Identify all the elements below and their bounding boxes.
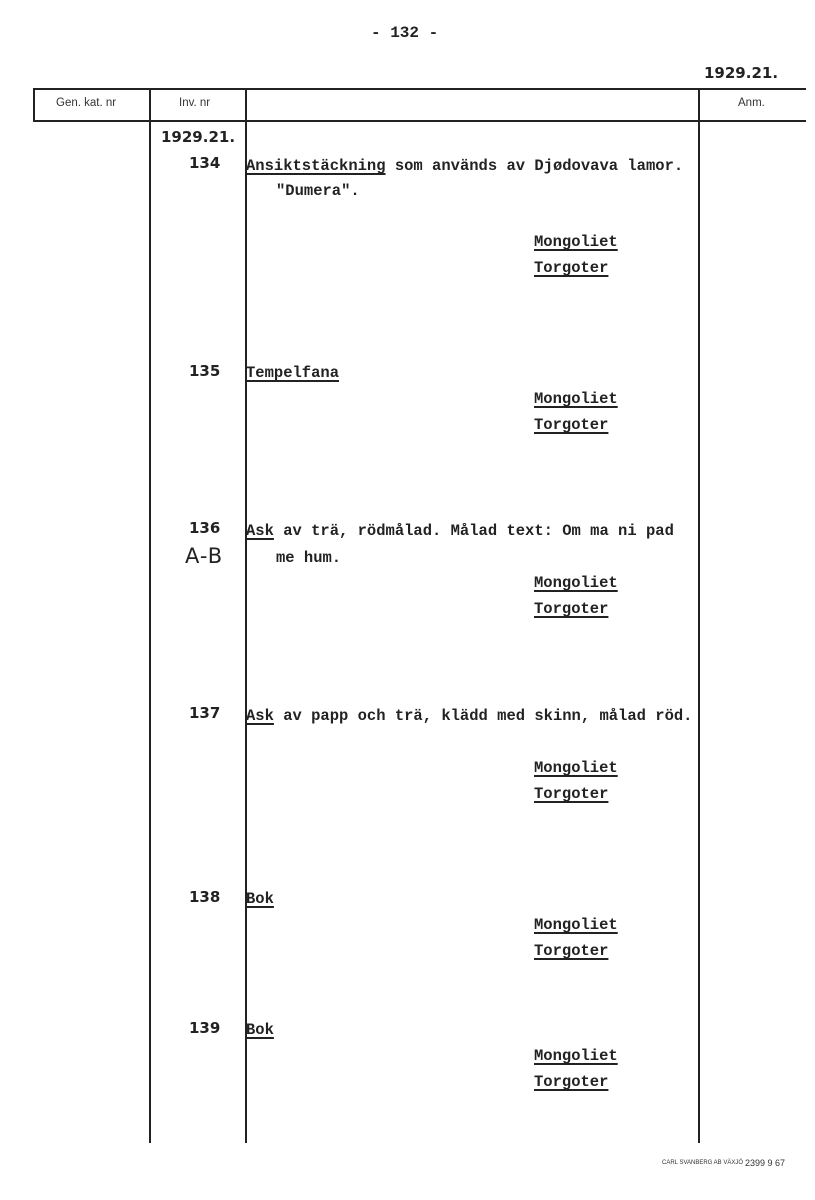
entry-place: Mongoliet: [534, 1047, 618, 1065]
year-top-right: 1929.21.: [704, 64, 779, 82]
header-gen-kat-nr: Gen. kat. nr: [56, 97, 117, 109]
printer-mark: CARL SVANBERG AB VÄXJÖ: [662, 1160, 744, 1166]
entry-title: Ask: [246, 522, 274, 540]
inv-number: 137: [189, 704, 221, 722]
col-divider-1: [149, 88, 151, 1143]
inv-number: 138: [189, 888, 221, 906]
inv-number: 136: [189, 519, 221, 537]
col-divider-2: [245, 88, 247, 1143]
entry-title: Bok: [246, 1021, 274, 1039]
entry-people: Torgoter: [534, 600, 609, 618]
entry-people: Torgoter: [534, 785, 609, 803]
header-inv-nr: Inv. nr: [179, 97, 211, 109]
inv-number: 134: [189, 154, 221, 172]
entry-text: som används av Djødovava lamor.: [385, 157, 684, 175]
col-divider-3: [698, 88, 700, 1143]
entry-text: av papp och trä, klädd med skinn, målad röd.: [273, 707, 693, 725]
entry-title: Ansiktstäckning: [246, 157, 386, 175]
entry-text: av trä, rödmålad. Målad text: Om ma ni pad: [273, 522, 674, 540]
inv-number: 139: [189, 1019, 221, 1037]
entry-place: Mongoliet: [534, 233, 618, 251]
inv-number: 135: [189, 362, 221, 380]
header-anm: Anm.: [738, 97, 765, 109]
entry-place: Mongoliet: [534, 759, 618, 777]
entry-people: Torgoter: [534, 259, 609, 277]
entry-description: [246, 707, 692, 725]
entry-line2: me hum.: [276, 549, 342, 567]
entry-people: Torgoter: [534, 1073, 609, 1091]
entry-people: Torgoter: [534, 942, 609, 960]
entry-title: Tempelfana: [246, 364, 340, 382]
entry-title: Ask: [246, 707, 274, 725]
entry-description: [246, 522, 674, 540]
form-number: 2399 9 67: [745, 1158, 786, 1168]
inv-sub-handwritten: A-B: [185, 544, 224, 568]
entry-description: [246, 157, 683, 175]
entry-place: Mongoliet: [534, 574, 618, 592]
entry-place: Mongoliet: [534, 916, 618, 934]
entry-place: Mongoliet: [534, 390, 618, 408]
collection-number: 1929.21.: [161, 128, 236, 146]
entry-people: Torgoter: [534, 416, 609, 434]
page-number: - 132 -: [371, 24, 439, 42]
entry-title: Bok: [246, 890, 274, 908]
table-left-rule: [33, 88, 35, 120]
entry-line2: "Dumera".: [276, 182, 360, 200]
